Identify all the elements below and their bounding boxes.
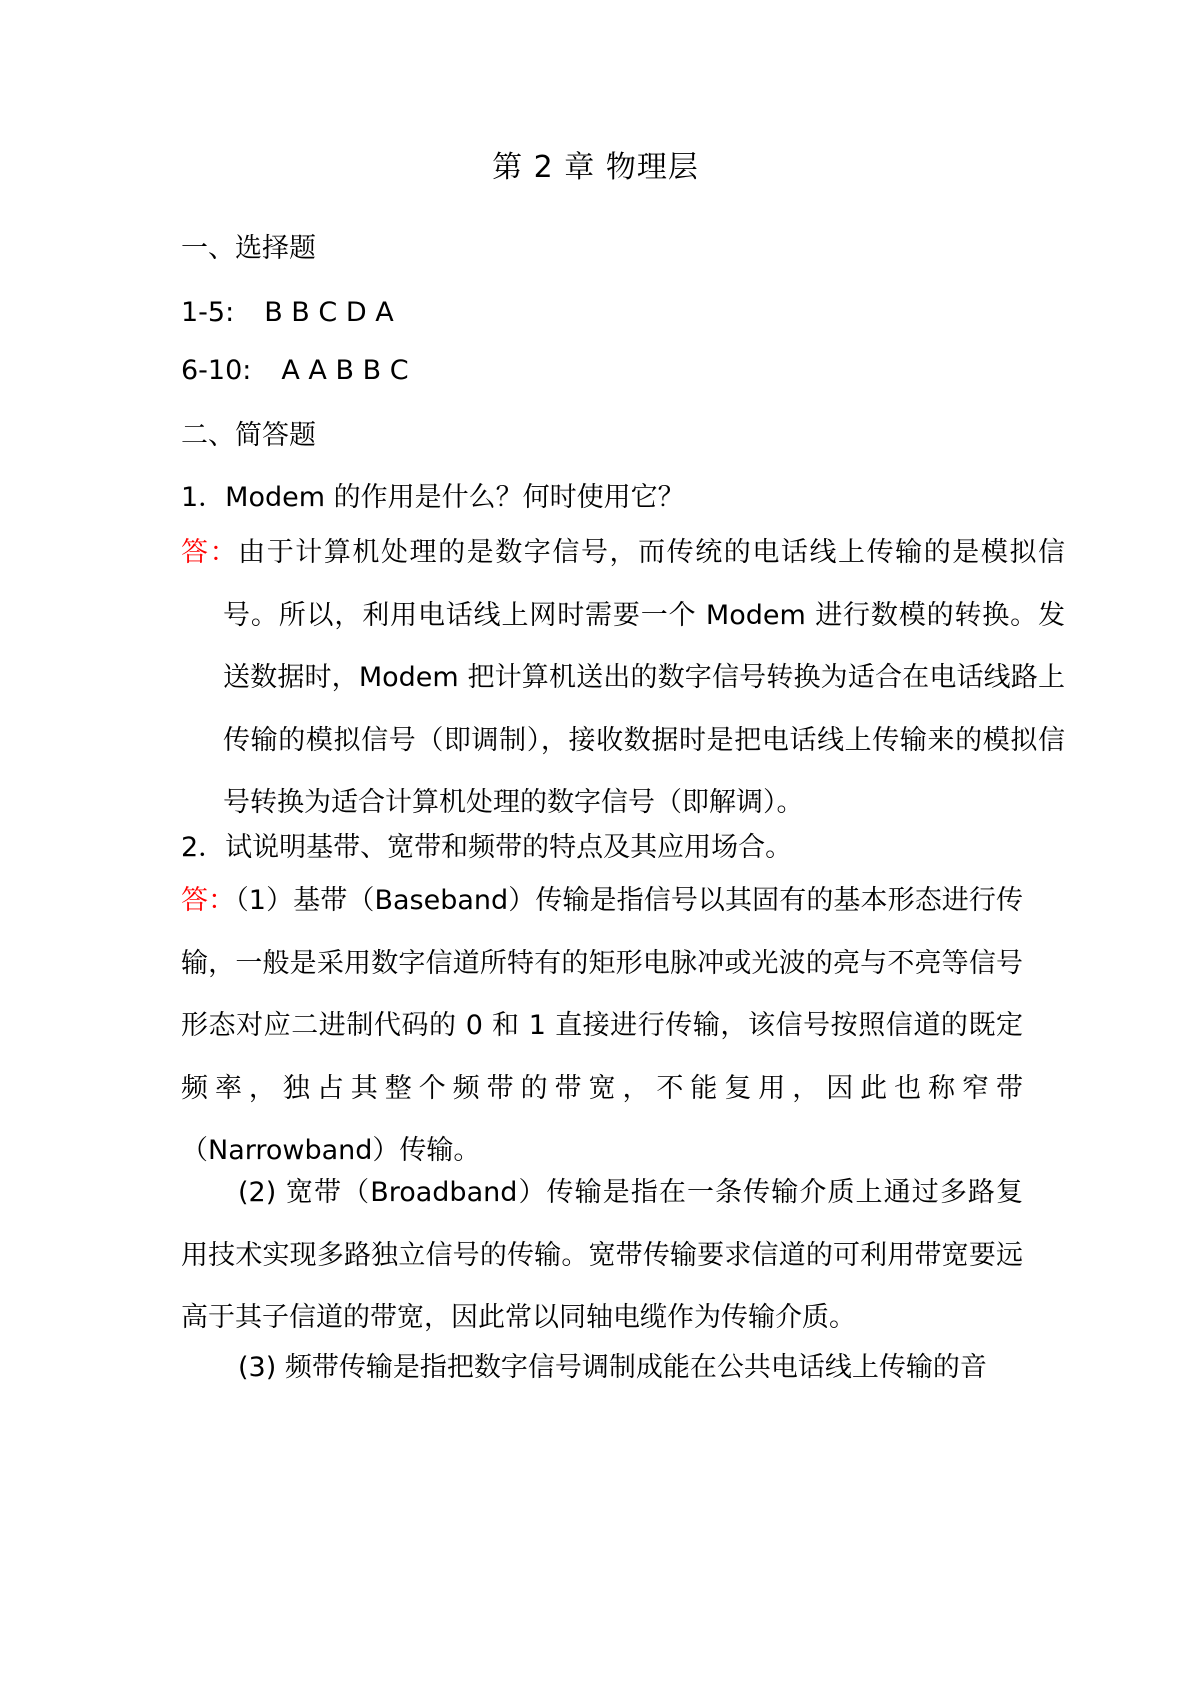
answer-2-paragraph-1 bbox=[181, 870, 1023, 1183]
answer-2-paragraph-2: (2) 宽带（Broadband）传输是指在一条传输介质上通过多路复用技术实现多路独立信号的传输。宽带传输要求信道的可利用带宽要远高于其子信道的带宽，因此常以同轴电缆作为传输介质。 bbox=[181, 1177, 1023, 1333]
answer-letters: B B C D A bbox=[264, 297, 394, 328]
answer-1-text: 由于计算机处理的是数字信号，而传统的电话线上传输的是模拟信号。所以，利用电话线上网时需要一个 Modem 进行数模的转换。发送数据时，Modem 把计算机送出的数字信号转换为适合在电话线路上传输的模拟信号（即调制），接收数据时是把电话线上传输来的模拟信号转换为适合计算机处理的数字信号（即解调）。 bbox=[223, 537, 1066, 818]
answer-range: 6-10: bbox=[181, 355, 252, 386]
answer-label: 答： bbox=[181, 885, 236, 916]
answer-range: 1-5: bbox=[181, 297, 235, 328]
answer-letters: A A B B C bbox=[281, 355, 409, 386]
section-heading-short-answer: 二、简答题 bbox=[181, 420, 316, 451]
chapter-title: 第 2 章 物理层 bbox=[492, 150, 699, 185]
answer-2-paragraph-3: (3) 频带传输是指把数字信号调制成能在公共电话线上传输的音 bbox=[238, 1352, 987, 1383]
question-1: 1．Modem 的作用是什么？何时使用它？ bbox=[181, 482, 685, 513]
answer-label: 答： bbox=[181, 537, 239, 568]
answer-2-p1-text: （1）基带（Baseband）传输是指信号以其固有的基本形态进行传输，一般是采用数字信道所特有的矩形电脉冲或光波的亮与不亮等信号形态对应二进制代码的 0 和 1 直接进行传输，该信号按照信道的既定频率，独占其整个频带的带宽，不能复用，因此也称窄带（Narrowband）传输。 bbox=[181, 885, 1024, 1166]
question-2: 2．试说明基带、宽带和频带的特点及其应用场合。 bbox=[181, 832, 793, 863]
section-heading-multiple-choice: 一、选择题 bbox=[181, 233, 316, 264]
answer-row-1-5 bbox=[181, 295, 394, 331]
answer-row-6-10 bbox=[181, 353, 409, 389]
answer-1 bbox=[181, 522, 1065, 835]
